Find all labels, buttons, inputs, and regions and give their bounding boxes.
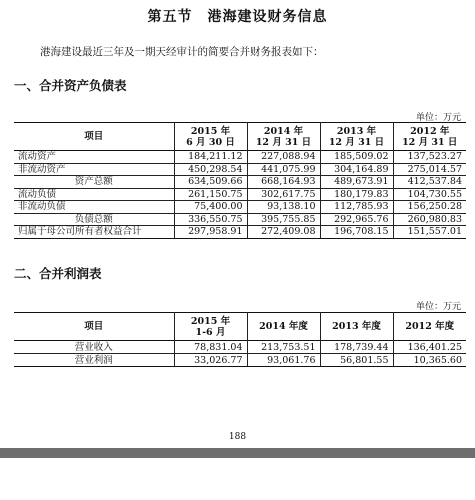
cell-value: 668,164.93: [247, 176, 320, 189]
column-header-item: 项目: [14, 313, 174, 341]
column-header-2014: 2014 年 12 月 31 日: [247, 123, 320, 151]
table-row: [14, 188, 466, 201]
row-label: 流动负债: [14, 188, 174, 201]
cell-value: 112,785.93: [320, 201, 393, 214]
cell-value: 336,550.75: [174, 213, 247, 226]
cell-value: 275,014.57: [393, 163, 466, 176]
cell-value: 75,400.00: [174, 201, 247, 214]
cell-value: 78,831.04: [174, 341, 247, 354]
viewer-blank-area: [0, 458, 475, 500]
cell-value: 104,730.55: [393, 188, 466, 201]
cell-value: 297,958.91: [174, 226, 247, 239]
column-header-2015-h1: 2015 年 1-6 月: [174, 313, 247, 341]
cell-value: 395,755.85: [247, 213, 320, 226]
cell-value: 213,753.51: [247, 341, 320, 354]
balance-unit-label: 单位：万元: [415, 113, 461, 123]
cell-value: 137,523.27: [393, 151, 466, 164]
table-row: [14, 176, 466, 189]
column-header-2013: 2013 年度: [320, 313, 393, 341]
income-unit-label: 单位：万元: [415, 302, 461, 312]
column-header-item: 项目: [14, 123, 174, 151]
cell-value: 261,150.75: [174, 188, 247, 201]
balance-header-row: [14, 123, 466, 151]
table-row: [14, 163, 466, 176]
table-row: [14, 354, 466, 367]
column-header-2013: 2013 年 12 月 31 日: [320, 123, 393, 151]
cell-value: 302,617.75: [247, 188, 320, 201]
cell-value: 184,211.12: [174, 151, 247, 164]
cell-value: 93,138.10: [247, 201, 320, 214]
cell-value: 178,739.44: [320, 341, 393, 354]
table-row: [14, 151, 466, 164]
income-header-row: [14, 313, 466, 341]
column-header-2015: 2015 年 6 月 30 日: [174, 123, 247, 151]
cell-value: 10,365.60: [393, 354, 466, 367]
table-row: [14, 201, 466, 214]
cell-value: 227,088.94: [247, 151, 320, 164]
cell-value: 489,673.91: [320, 176, 393, 189]
cell-value: 272,409.08: [247, 226, 320, 239]
section-title: 第五节 港海建设财务信息: [147, 9, 328, 25]
income-statement-table: [14, 312, 466, 367]
row-label: 负债总额: [14, 213, 174, 226]
cell-value: 441,075.99: [247, 163, 320, 176]
column-header-2014: 2014 年度: [247, 313, 320, 341]
cell-value: 180,179.83: [320, 188, 393, 201]
cell-value: 136,401.25: [393, 341, 466, 354]
cell-value: 185,509.02: [320, 151, 393, 164]
row-label: 非流动资产: [14, 163, 174, 176]
balance-sheet-table: [14, 122, 466, 239]
cell-value: 33,026.77: [174, 354, 247, 367]
column-header-2012: 2012 年度: [405, 321, 455, 332]
page-number: 188: [228, 432, 247, 442]
row-label: 归属于母公司所有者权益合计: [14, 226, 174, 239]
cell-value: 56,801.55: [320, 354, 393, 367]
cell-value: 634,509.66: [174, 176, 247, 189]
table-row: [14, 226, 466, 239]
viewer-divider: [0, 448, 475, 458]
row-label: 营业利润: [14, 354, 174, 367]
row-label: 资产总额: [14, 176, 174, 189]
row-label: 流动资产: [14, 151, 174, 164]
row-label: 营业收入: [14, 341, 174, 354]
cell-value: 260,980.83: [393, 213, 466, 226]
cell-value: 412,537.84: [393, 176, 466, 189]
intro-text: 港海建设最近三年及一期天经审计的简要合并财务报表如下：: [40, 46, 324, 58]
cell-value: 450,298.54: [174, 163, 247, 176]
table-row: [14, 341, 466, 354]
cell-value: 196,708.15: [320, 226, 393, 239]
row-label: 非流动负债: [14, 201, 174, 214]
cell-value: 151,557.01: [393, 226, 466, 239]
cell-value: 156,250.28: [393, 201, 466, 214]
table-row: [14, 213, 466, 226]
cell-value: 304,164.89: [320, 163, 393, 176]
balance-sheet-heading: 一、合并资产负债表: [14, 78, 127, 93]
cell-value: 292,965.76: [320, 213, 393, 226]
cell-value: 93,061.76: [247, 354, 320, 367]
income-statement-heading: 二、合并利润表: [14, 266, 102, 281]
column-header-2012: 2012 年 12 月 31 日: [402, 125, 458, 148]
